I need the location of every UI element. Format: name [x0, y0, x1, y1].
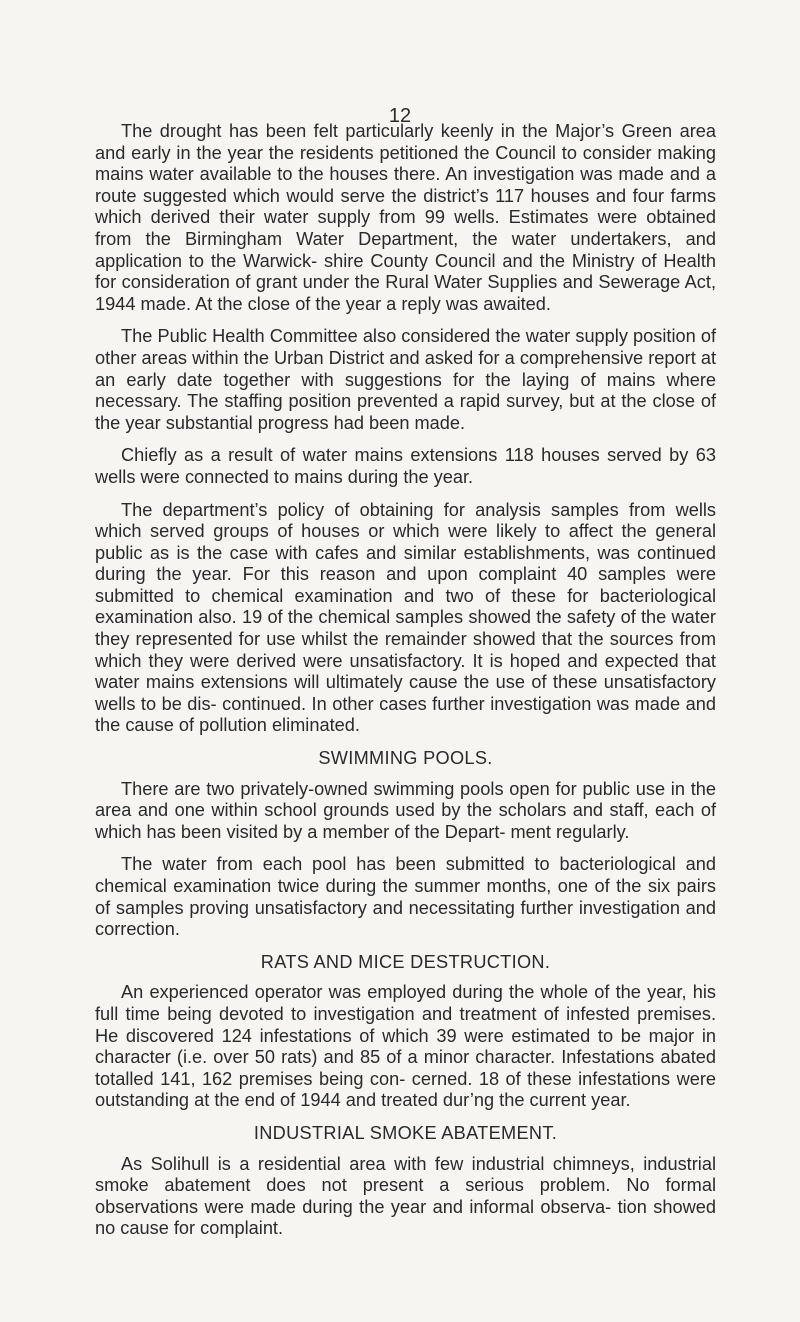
- heading-swimming-pools: SWIMMING POOLS.: [318, 748, 493, 769]
- paragraph-water-supply-position: The Public Health Committee also considered the water supply position of other areas within the Urban District and asked for a comprehensive report at an early date together with suggestions for the laying of mains where necessary. The staffing position prevented a rapid survey, but at the close of the year substantial progress had been made.: [95, 326, 716, 433]
- heading-rats-mice: RATS AND MICE DESTRUCTION.: [260, 951, 551, 972]
- paragraph-rats-mice: An experienced operator was employed during the whole of the year, his full time being devoted to investigation and treatment of infested premises. He discovered 124 infestations of which 39 were estimated to be major in character (i.e. over 50 rats) and 85 of a minor character. Infestations abated totalled 141, 162 premises being con- cerned. 18 of these infestations were outstanding at the end of 1944 and treated dur’ng the current year.: [95, 982, 716, 1111]
- paragraph-well-sampling: The department’s policy of obtaining for analysis samples from wells which served groups of houses or which were likely to affect the general public as is the case with cafes and similar establishments, was continued during the year. For this reason and upon complaint 40 samples were submitted to chemical examination and two of these for bacteriological examination also. 19 of the chemical samples showed the safety of the water they represented for use whilst the remainder showed that the sources from which they were derived were unsatisfactory. It is hoped and expected that water mains extensions will ultimately cause the use of these unsatisfactory wells to be dis- continued. In other cases further investigation was made and the cause of pollution eliminated.: [95, 499, 716, 736]
- paragraph-swimming-pools: There are two privately-owned swimming pools open for public use in the area and one within school grounds used by the scholars and staff, each of which has been visited by a member of the Depart- ment regularly.: [95, 778, 716, 842]
- paragraph-mains-extensions: Chiefly as a result of water mains extensions 118 houses served by 63 wells were connected to mains during the year.: [95, 445, 716, 487]
- page-number: 12: [388, 105, 412, 127]
- heading-smoke-abatement: INDUSTRIAL SMOKE ABATEMENT.: [253, 1122, 558, 1143]
- paragraph-pool-samples: The water from each pool has been submitted to bacteriological and chemical examination twice during the summer months, one of the six pairs of samples proving unsatisfactory and necessitating further investigation and correction.: [95, 854, 716, 940]
- paragraph-drought: The drought has been felt particularly keenly in the Major’s Green area and early in the year the residents petitioned the Council to consider making mains water available to the houses there. An investigation was made and a route suggested which would serve the district’s 117 houses and four farms which derived their water supply from 99 wells. Estimates were obtained from the Birmingham Water Department, the water undertakers, and application to the Warwick- shire County Council and the Ministry of Health for consideration of grant under the Rural Water Supplies and Sewerage Act, 1944 made. At the close of the year a reply was awaited.: [95, 121, 716, 314]
- paragraph-smoke-abatement: As Solihull is a residential area with few industrial chimneys, industrial smoke abatement does not present a serious problem. No formal observations were made during the year and informal observa- tion showed no cause for complaint.: [95, 1153, 716, 1239]
